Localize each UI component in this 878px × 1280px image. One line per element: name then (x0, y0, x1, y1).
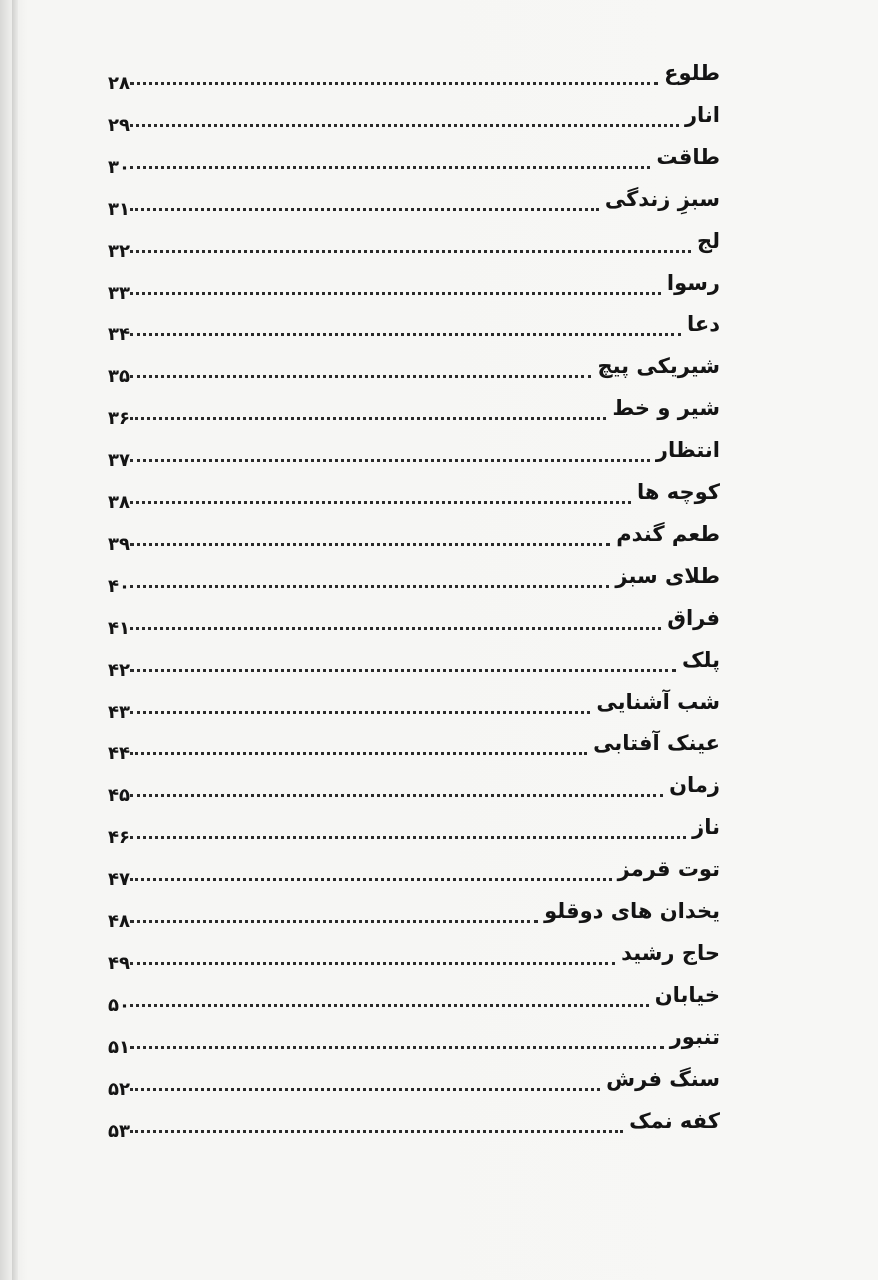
entry-page-number: ۴۵ (108, 785, 130, 807)
entry-title: پلک (682, 647, 720, 672)
toc-entry (108, 982, 720, 1022)
dot-leader (130, 669, 676, 672)
toc-entry (108, 144, 720, 184)
entry-page-number: ۳۹ (108, 533, 130, 555)
dot-leader (130, 1004, 649, 1007)
toc-entry (108, 437, 720, 477)
dot-leader (130, 208, 599, 211)
entry-page-number: ۳۷ (108, 450, 130, 472)
toc-entry (108, 898, 720, 938)
toc-entry (108, 1024, 720, 1064)
entry-title: عینک آفتابی (593, 731, 720, 756)
toc-entry (108, 311, 720, 351)
toc-entry (108, 689, 720, 729)
dot-leader (130, 124, 679, 127)
entry-title: طاقت (656, 144, 720, 169)
entry-page-number: ۴۳ (108, 701, 130, 723)
dot-leader (130, 711, 590, 714)
entry-page-number: ۳۲ (108, 240, 130, 262)
dot-leader (130, 375, 591, 378)
dot-leader (130, 250, 691, 253)
entry-page-number: ۳۸ (108, 492, 130, 513)
entry-page-number: ۵۲ (108, 1078, 130, 1100)
dot-leader (130, 585, 609, 588)
dot-leader (130, 166, 650, 169)
toc-entry (108, 1108, 720, 1148)
dot-leader (130, 292, 661, 295)
toc-entry (108, 395, 720, 435)
entry-page-number: ۳۶ (108, 408, 130, 430)
entry-title: طعم گندم (616, 521, 720, 546)
dot-leader (130, 794, 663, 797)
toc-entry (108, 479, 720, 519)
entry-page-number: ۲۸ (108, 73, 130, 94)
toc-entry (108, 563, 720, 603)
toc-entry (108, 521, 720, 561)
entry-page-number: ۲۹ (108, 114, 130, 136)
entry-page-number: ۳۰ (108, 156, 130, 178)
dot-leader (130, 920, 538, 923)
entry-title: سبزِ زندگی (604, 186, 720, 211)
entry-title: انتظار (655, 438, 720, 463)
toc-entry (108, 856, 720, 896)
toc-entry (108, 102, 720, 142)
dot-leader (130, 501, 631, 504)
entry-title: سنگ فرش (606, 1066, 720, 1091)
toc-entry (108, 60, 720, 100)
entry-title: زمان (669, 773, 720, 798)
dot-leader (130, 627, 661, 630)
entry-title: کفه نمک (629, 1108, 720, 1133)
entry-title: یخدان های دوقلو (544, 899, 720, 923)
entry-title: لج (696, 228, 720, 253)
entry-title: دعا (686, 312, 720, 337)
entry-title: شیریکی پیچ (597, 354, 720, 379)
dot-leader (130, 962, 615, 965)
dot-leader (130, 543, 610, 546)
entry-title: توت قرمز (617, 857, 720, 882)
entry-page-number: ۳۳ (108, 282, 130, 304)
toc-entry (108, 814, 720, 854)
dot-leader (130, 878, 612, 881)
entry-page-number: ۴۰ (108, 575, 130, 597)
dot-leader (130, 82, 658, 85)
toc-entry (108, 730, 720, 770)
toc-entry (108, 353, 720, 393)
toc-entry (108, 186, 720, 226)
entry-page-number: ۴۷ (108, 869, 130, 891)
dot-leader (130, 333, 681, 336)
entry-page-number: ۵۳ (108, 1120, 130, 1142)
entry-title: کوچه ها (636, 480, 720, 504)
toc-entry (108, 1066, 720, 1106)
toc-entry (108, 270, 720, 310)
dot-leader (130, 752, 587, 755)
entry-title: فراق (667, 605, 720, 630)
dot-leader (130, 836, 686, 839)
entry-title: تنبور (669, 1024, 720, 1049)
entry-title: شیر و خط (612, 396, 720, 421)
entry-title: طلای سبز (615, 563, 720, 588)
dot-leader (130, 1130, 623, 1133)
entry-title: طلوع (664, 61, 720, 85)
entry-page-number: ۳۴ (108, 324, 130, 346)
toc-entry (108, 772, 720, 812)
dot-leader (130, 1046, 664, 1049)
entry-title: شب آشنایی (596, 689, 720, 714)
dot-leader (130, 1088, 600, 1091)
entry-title: انار (684, 102, 720, 127)
entry-page-number: ۴۹ (108, 952, 130, 974)
toc-entry (108, 940, 720, 980)
toc-entry (108, 228, 720, 268)
entry-title: حاج رشید (621, 940, 720, 965)
toc-entry (108, 647, 720, 687)
entry-page-number: ۴۸ (108, 911, 130, 932)
entry-page-number: ۴۶ (108, 827, 130, 849)
entry-page-number: ۴۴ (108, 743, 130, 765)
entry-page-number: ۵۰ (108, 994, 130, 1016)
dot-leader (130, 459, 650, 462)
entry-title: خیابان (654, 982, 720, 1007)
entry-title: رسوا (666, 270, 720, 295)
toc-entry (108, 605, 720, 645)
entry-title: ناز (692, 815, 720, 840)
entry-page-number: ۳۵ (108, 366, 130, 388)
entry-page-number: ۴۲ (108, 659, 130, 681)
entry-page-number: ۵۱ (108, 1036, 130, 1058)
entry-page-number: ۴۱ (108, 617, 130, 639)
dot-leader (130, 417, 606, 420)
entry-page-number: ۳۱ (108, 198, 130, 220)
